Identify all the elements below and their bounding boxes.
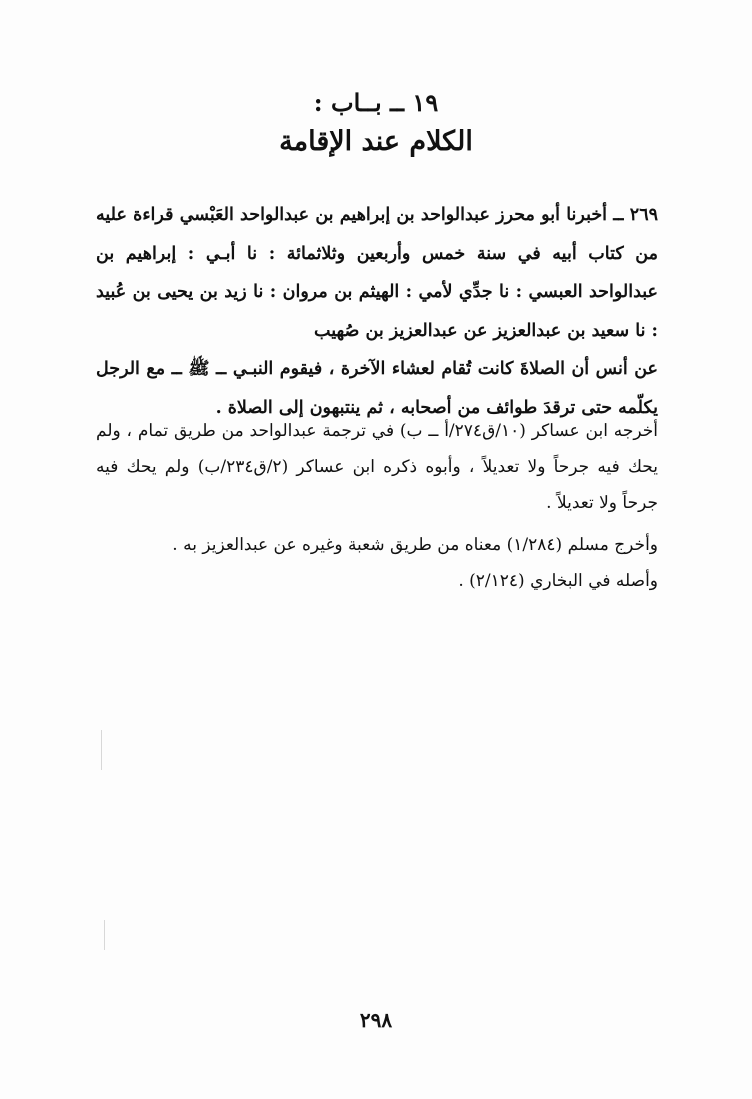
hadith-matn: عن أنس أن الصلاةَ كانت تُقام لعشاء الآخرة ، فيقوم النبـي ــ ﷺ ــ مع الرجل يكلّمه حتى ترقدَ طوائف من أصحابه ، ثم ينتبهون إلى الصلاة .	[96, 359, 658, 418]
page-number: ٢٩٨	[359, 1008, 393, 1032]
hadith-text	[96, 196, 658, 427]
takhrij-note-bukhari: وأصله في البخاري (٢/١٢٤) .	[458, 571, 658, 591]
scan-artifact-line	[104, 920, 105, 950]
chapter-title: الكلام عند الإقامة	[279, 126, 473, 157]
takhrij-notes	[96, 413, 658, 599]
takhrij-note-ibn-asakir: أخرجه ابن عساكر (١٠/ق٢٧٤/أ ــ ب) في ترجمة عبدالواحد من طريق تمام ، ولم يحك فيه جرحاً ولا تعديلاً ، وأبوه ذكره ابن عساكر (٢/ق٢٣٤/ب) ولم يحك فيه جرحاً ولا تعديلاً .	[96, 421, 659, 513]
chapter-number: ١٩ ــ بــاب :	[313, 88, 439, 117]
hadith-isnad: ٢٦٩ ــ أخبرنا أبو محرز عبدالواحد بن إبراهيم بن عبدالواحد العَبْسي قراءة عليه من كتاب أبيه في سنة خمس وأربعين وثلاثمائة : نا أبـي : إبراهيم بن عبدالواحد العبسي : نا جدِّي لأمي : الهيثم بن مروان : نا زيد بن يحيى بن عُبيد : نا سعيد بن عبدالعزيز عن عبدالعزيز بن صُهيب	[96, 205, 658, 341]
takhrij-note-muslim: وأخرج مسلم (١/٢٨٤) معناه من طريق شعبة وغيره عن عبدالعزيز به .	[172, 535, 658, 555]
scan-artifact-line	[101, 730, 102, 770]
